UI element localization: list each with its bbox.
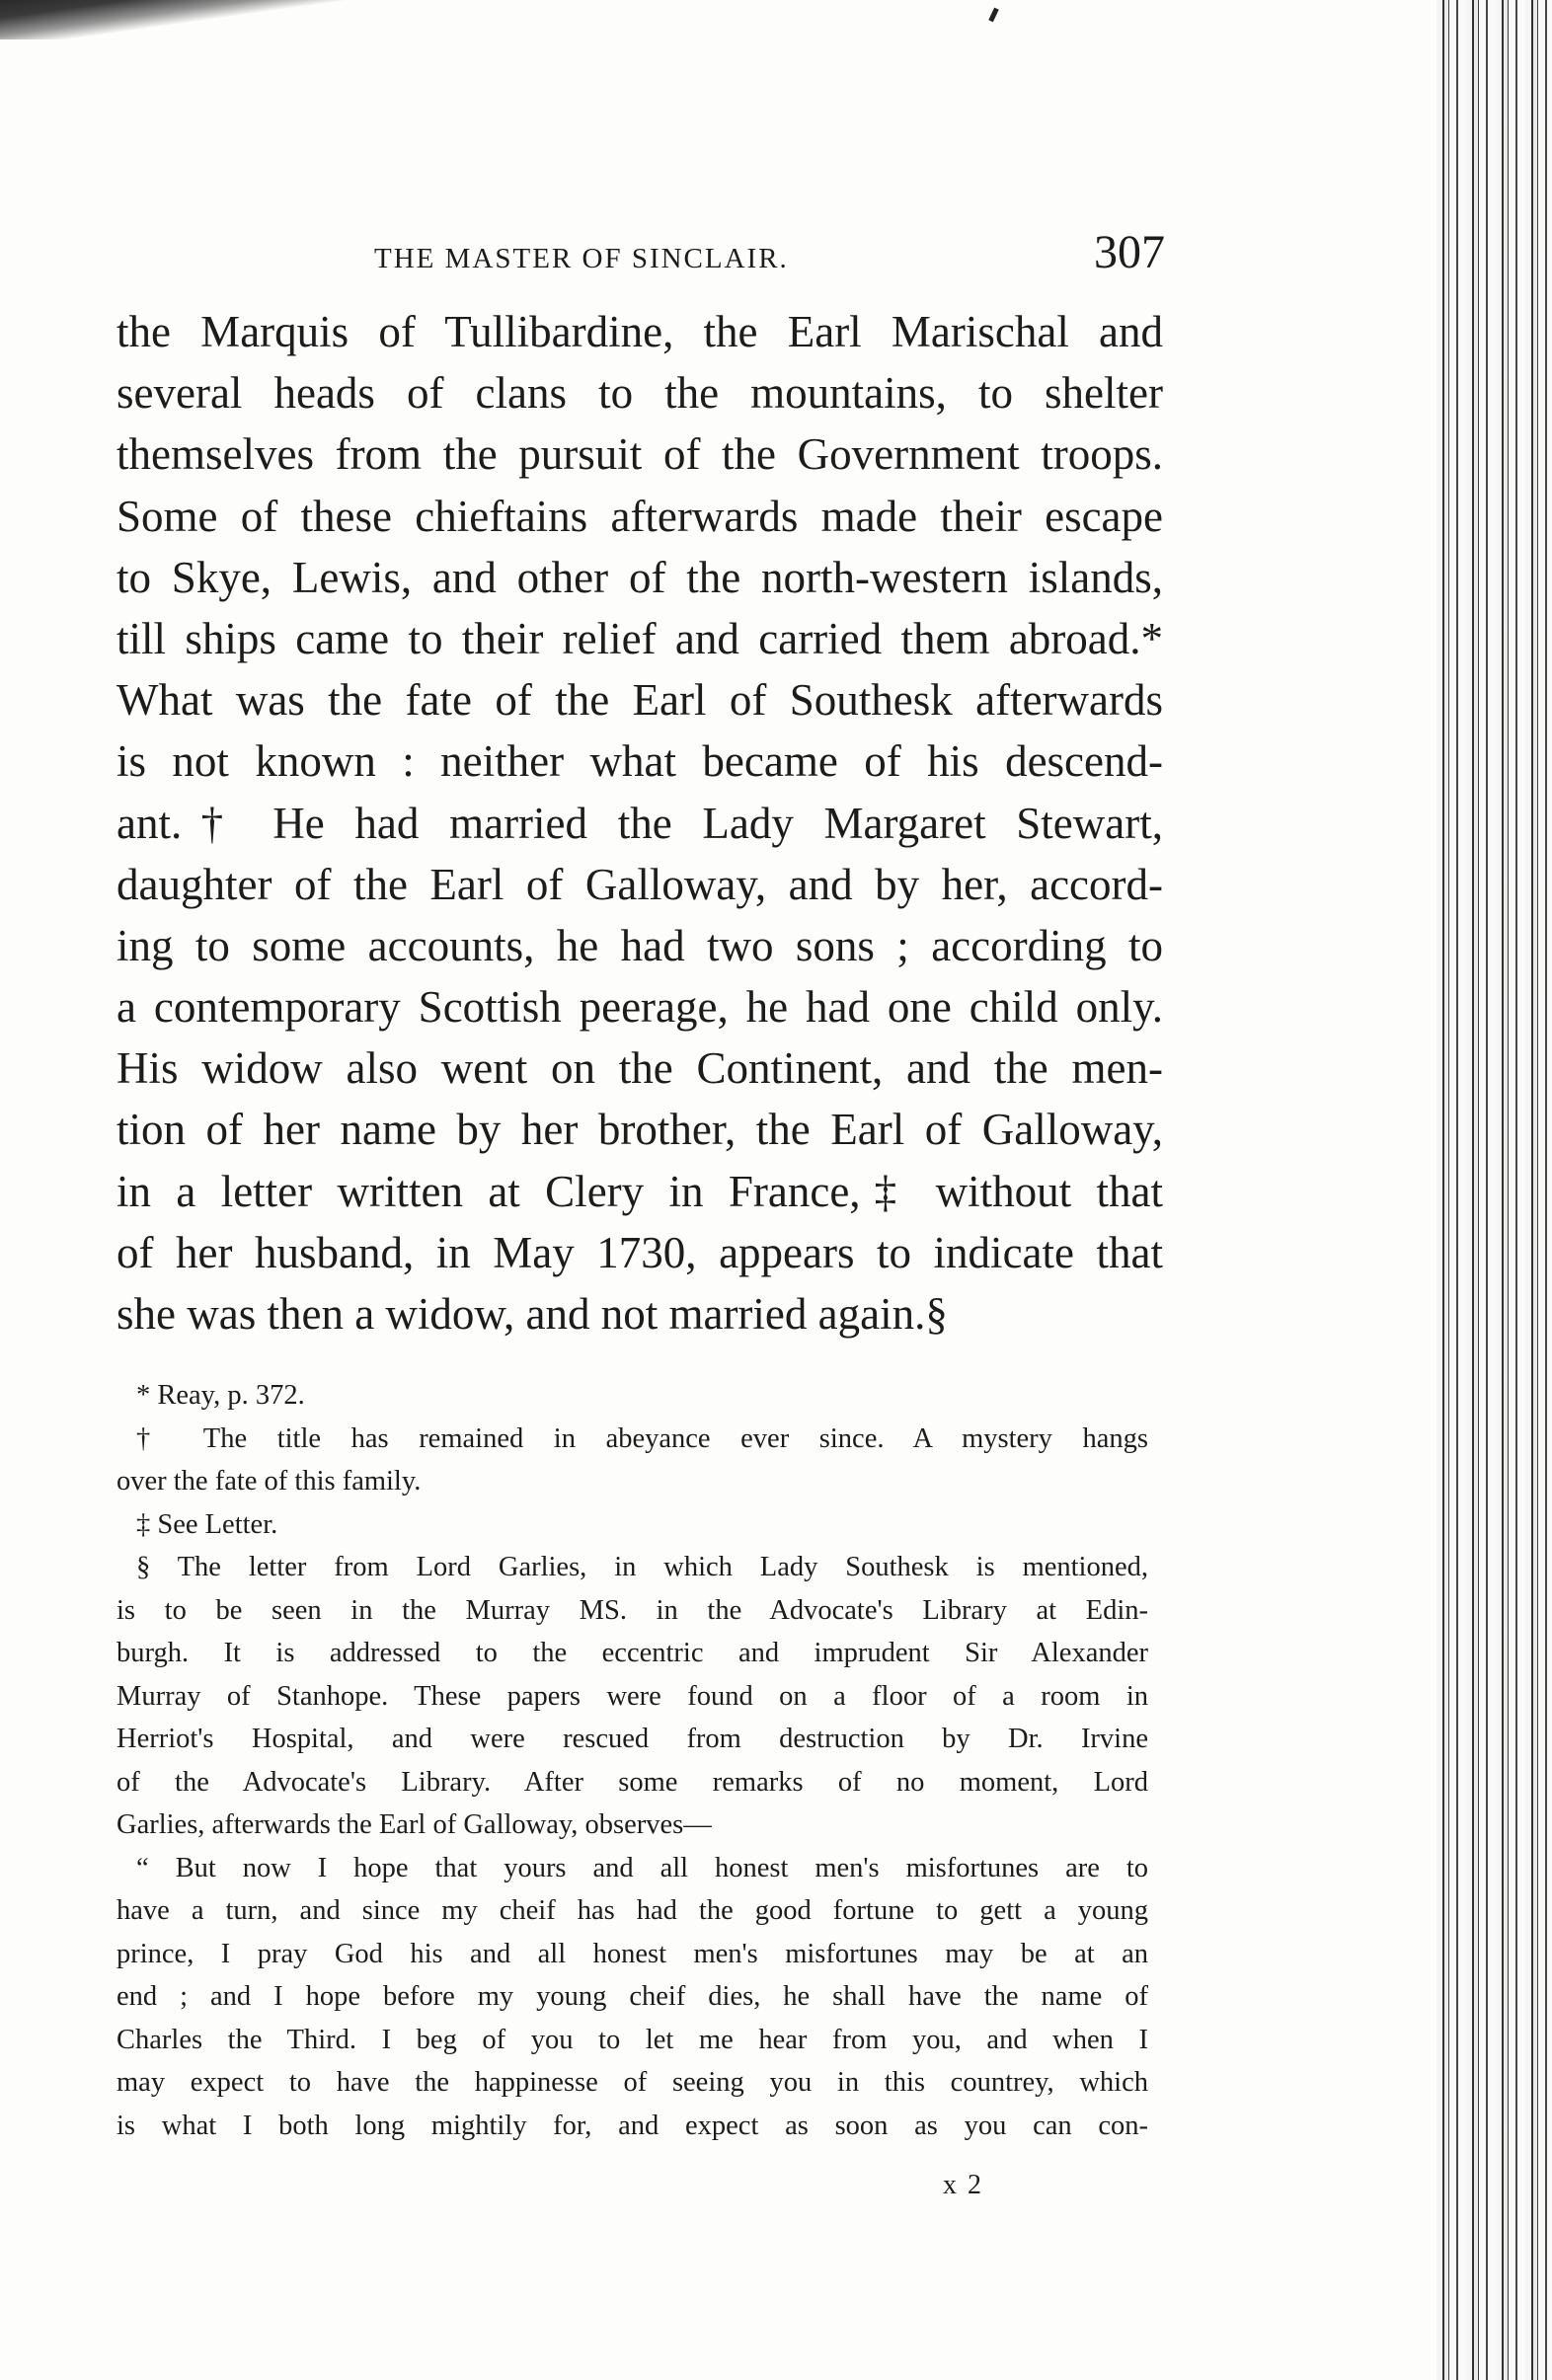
page-number: 307 (1094, 226, 1165, 278)
running-title: THE MASTER OF SINCLAIR. (374, 243, 789, 274)
footnote-line: have a turn, and since my cheif has had the good fortune to gett a young (116, 1895, 1148, 1926)
body-line: What was the fate of the Earl of Southesk afterwards (116, 675, 1163, 726)
footnote-line: Murray of Stanhope. These papers were found on a floor of a room in (116, 1680, 1148, 1712)
body-line: ant.† He had married the Lady Margaret Stewart, (116, 798, 1163, 848)
body-line: ing to some accounts, he had two sons ; according to (116, 920, 1163, 970)
footnote-line: burgh. It is addressed to the eccentric and imprudent Sir Alexander (116, 1638, 1148, 1668)
footnote-line: Charles the Third. I beg of you to let me hear from you, and when I (116, 2024, 1148, 2055)
signature-mark: x 2 (943, 2170, 983, 2200)
ink-speck (988, 8, 998, 23)
body-line: till ships came to their relief and carried them abroad.* (116, 613, 1163, 663)
body-line: tion of her name by her brother, the Earl of Galloway, (116, 1105, 1163, 1155)
footnote-line: Herriot's Hospital, and were rescued from destruction by Dr. Irvine (116, 1724, 1148, 1754)
footnote-line: ‡ See Letter. (136, 1508, 278, 1540)
body-line: themselves from the pursuit of the Government troops. (116, 429, 1163, 480)
body-line: the Marquis of Tullibardine, the Earl Marischal and (116, 307, 1163, 356)
footnote-line: end ; and I hope before my young cheif dies, he shall have the name of (116, 1981, 1148, 2012)
body-line: she was then a widow, and not married again.§ (116, 1289, 948, 1339)
footnote-line: is to be seen in the Murray MS. in the Advocate's Library at Edin- (116, 1594, 1148, 1626)
body-line: of her husband, in May 1730, appears to indicate that (116, 1227, 1163, 1277)
body-line: daughter of the Earl of Galloway, and by her, accord- (116, 859, 1163, 909)
body-line: His widow also went on the Continent, and the men- (116, 1043, 1163, 1094)
scan-page-edge (1436, 0, 1552, 2380)
body-text (116, 301, 1163, 1344)
body-line: to Skye, Lewis, and other of the north-western islands, (116, 552, 1163, 602)
body-line: Some of these chieftains afterwards made their escape (116, 491, 1163, 541)
footnote-line: § The letter from Lord Garlies, in which Lady Southesk is mentioned, (136, 1552, 1148, 1582)
footnote-line: † The title has remained in abeyance ever since. A mystery hangs (136, 1422, 1148, 1454)
footnote-line: * Reay, p. 372. (136, 1380, 305, 1411)
footnote-line: is what I both long mightily for, and expect as soon as you can con- (116, 2110, 1148, 2141)
footnote-line: “ But now I hope that yours and all honest men's misfortunes are to (136, 1852, 1148, 1883)
scan-shadow-top-left (0, 0, 355, 39)
body-line: a contemporary Scottish peerage, he had one child only. (116, 982, 1163, 1033)
footnote-line: of the Advocate's Library. After some remarks of no moment, Lord (116, 1766, 1148, 1798)
footnote-line: Garlies, afterwards the Earl of Galloway, observes— (116, 1809, 712, 1840)
body-line: in a letter written at Clery in France,‡ without that (116, 1166, 1163, 1216)
running-head (123, 225, 1165, 284)
footnote-line: may expect to have the happinesse of seeing you in this countrey, which (116, 2067, 1148, 2098)
body-line: several heads of clans to the mountains, to shelter (116, 368, 1163, 419)
footnote-line: prince, I pray God his and all honest men's misfortunes may be at an (116, 1938, 1148, 1969)
footnotes (116, 1374, 1148, 2147)
body-line: is not known : neither what became of his descend- (116, 736, 1163, 787)
footnote-line: over the fate of this family. (116, 1466, 422, 1497)
